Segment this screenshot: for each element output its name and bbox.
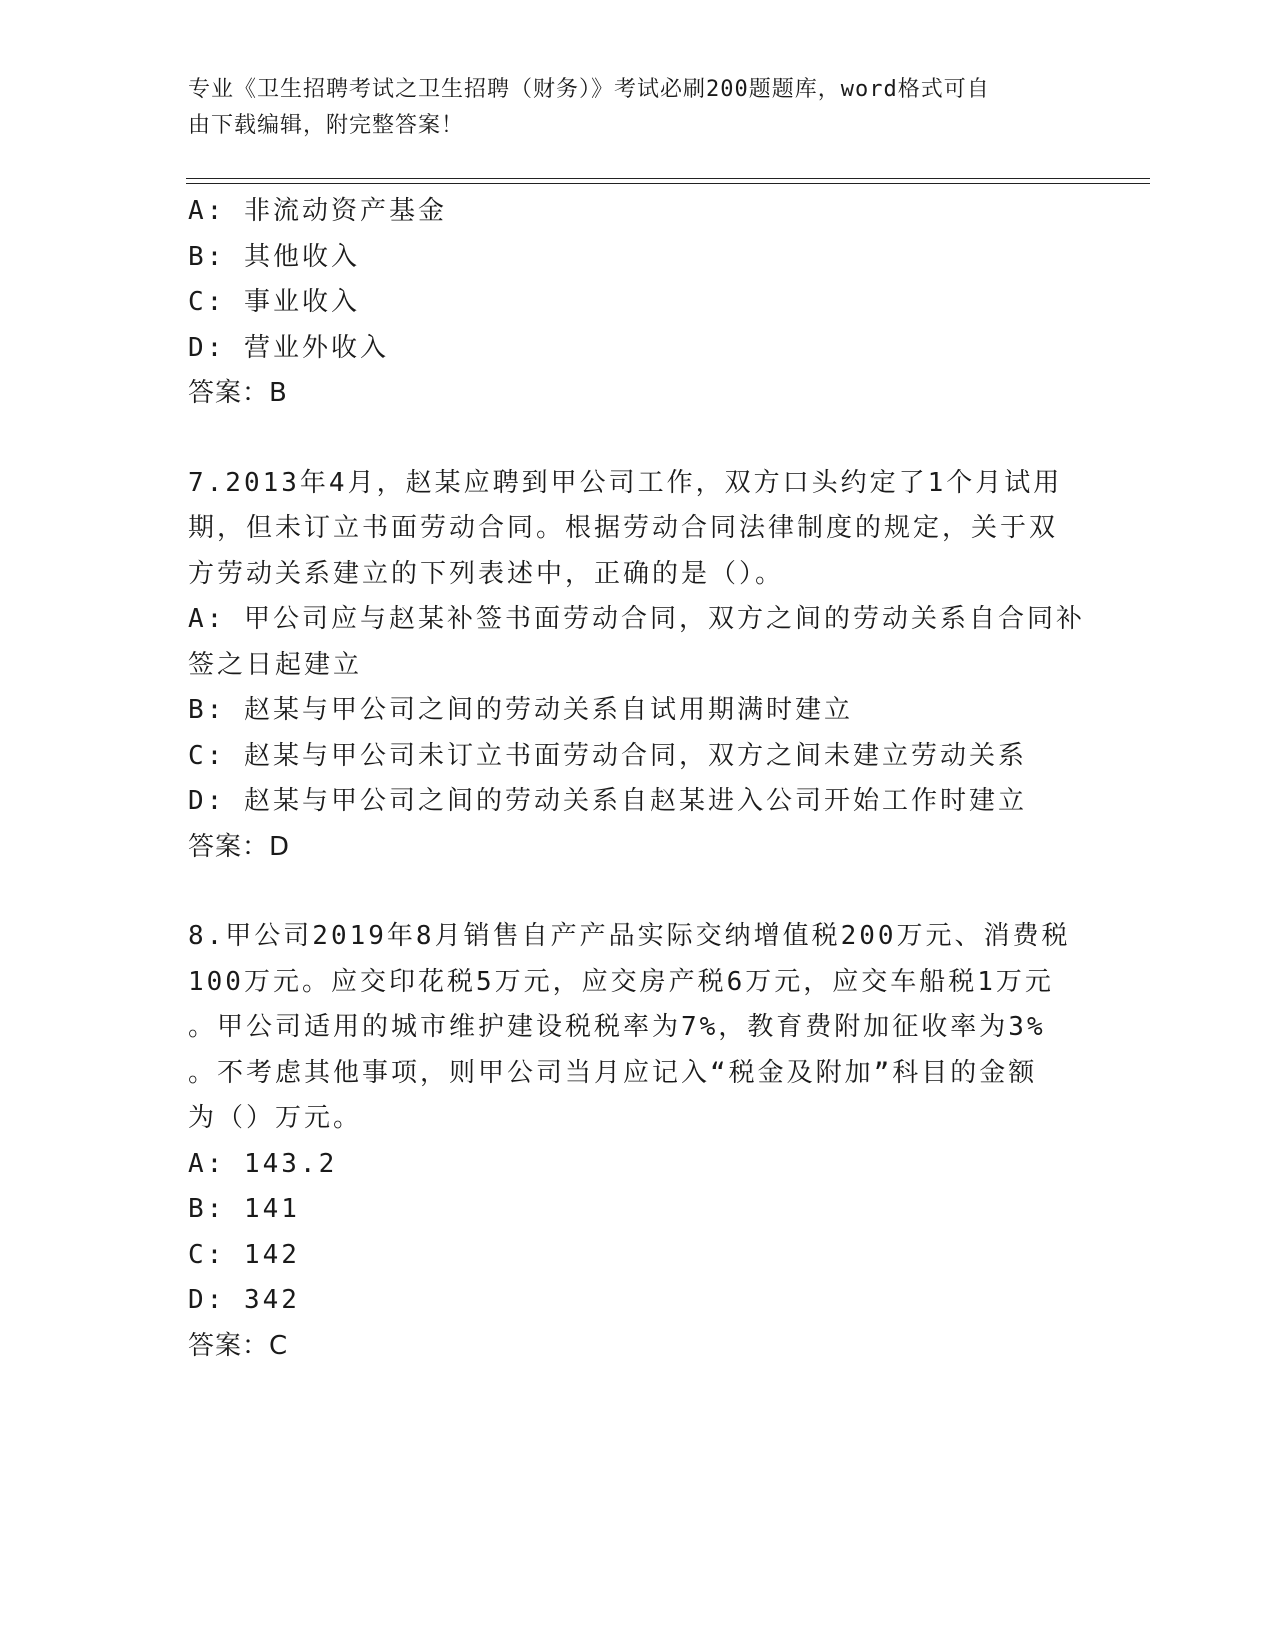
- question-6: [188, 189, 1088, 417]
- document-header: [188, 72, 1088, 144]
- option-d: D: 营业外收入: [188, 332, 389, 363]
- option-c: C: 事业收入: [188, 287, 360, 317]
- question-stem-line: 。不考虑其他事项，则甲公司当月应记入“税金及附加”科目的金额: [188, 1057, 1038, 1088]
- question-stem-line: 100万元。应交印花税5万元，应交房产税6万元，应交车船税1万元: [188, 966, 1054, 997]
- option-b: B: 其他收入: [188, 241, 360, 272]
- option-d: D: 342: [188, 1285, 300, 1315]
- option-d: D: 赵某与甲公司之间的劳动关系自赵某进入公司开始工作时建立: [188, 786, 1027, 816]
- answer: 答案：C: [188, 1330, 289, 1361]
- question-content: [188, 189, 1088, 1369]
- question-7: [188, 461, 1088, 871]
- header-line-2: 由下载编辑，附完整答案！: [188, 113, 465, 138]
- question-8: [188, 914, 1088, 1369]
- question-stem-line: 期，但未订立书面劳动合同。根据劳动合同法律制度的规定，关于双: [188, 513, 1059, 543]
- option-c: C: 赵某与甲公司未订立书面劳动合同，双方之间未建立劳动关系: [188, 740, 1027, 771]
- question-stem-line: 。甲公司适用的城市维护建设税税率为7%，教育费附加征收率为3%: [188, 1012, 1046, 1042]
- answer: 答案：D: [188, 831, 291, 862]
- question-stem-line: 8.甲公司2019年8月销售自产产品实际交纳增值税200万元、消费税: [188, 921, 1071, 951]
- option-a: A: 非流动资产基金: [188, 196, 447, 226]
- option-a: A: 143.2: [188, 1148, 338, 1179]
- header-line-1: 专业《卫生招聘考试之卫生招聘（财务）》考试必刷200题题库，word格式可自: [188, 77, 990, 102]
- option-a: A: 甲公司应与赵某补签书面劳动合同，双方之间的劳动关系自合同补: [188, 604, 1085, 634]
- option-c: C: 142: [188, 1239, 300, 1270]
- question-stem-line: 方劳动关系建立的下列表述中，正确的是（）。: [188, 558, 785, 589]
- option-b: B: 141: [188, 1194, 300, 1224]
- option-a-continued: 签之日起建立: [188, 649, 363, 680]
- answer: 答案：B: [188, 378, 288, 408]
- question-stem-line: 为（）万元。: [188, 1103, 363, 1133]
- question-stem-line: 7.2013年4月，赵某应聘到甲公司工作，双方口头约定了1个月试用: [188, 467, 1063, 498]
- header-rule-top: [186, 178, 1150, 179]
- header-rule-bottom: [186, 183, 1150, 184]
- option-b: B: 赵某与甲公司之间的劳动关系自试用期满时建立: [188, 695, 853, 725]
